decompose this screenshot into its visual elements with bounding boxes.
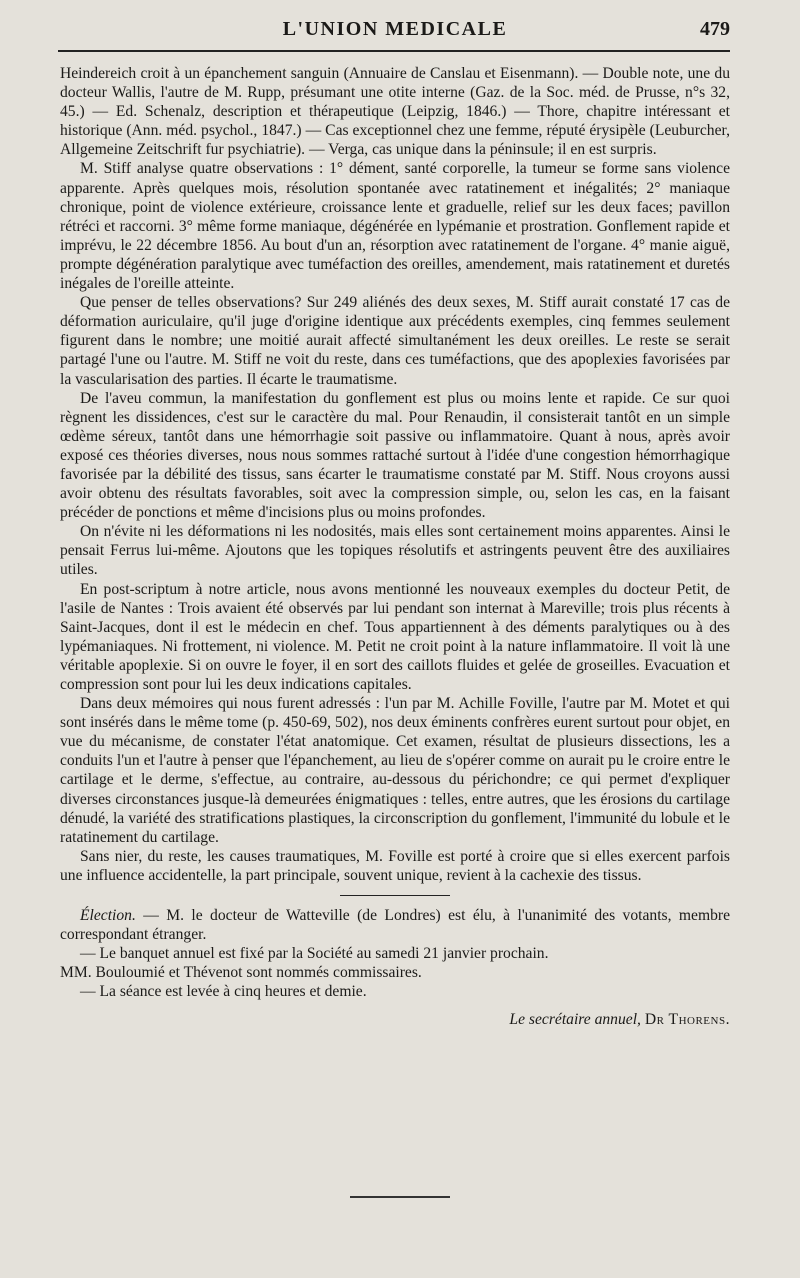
- paragraph-7: Dans deux mémoires qui nous furent adressés : l'un par M. Achille Foville, l'autre par M. Motet et qui sont insérés dans le même tome (p. 450-69, 502), nos deux éminents confrères eurent surtout pour objet, en vue du mécanisme, de constater l'état anatomique. Cet examen, résultat de plusieurs dissections, les a conduits l'un et l'autre à penser que l'épanchement, au lieu de s'opérer comme on aurait pu le croire entre le cartilage et le derme, s'effectue, au contraire, au-dessous du périchondre; ce qui permet d'expliquer diverses circonstances jusque-là demeurées énigmatiques : telles, entre autres, que les érosions du cartilage dénudé, la variété des stratifications plastiques, la circonscription du gonflement, l'immunité du lobule et le ratatinement du cartilage.: [60, 695, 730, 846]
- paragraph-8: Sans nier, du reste, les causes traumatiques, M. Foville est porté à croire que si elles exercent parfois une influence accidentelle, la part principale, souvent unique, revient à la cachexie des tissus.: [60, 847, 730, 884]
- header-rule: [58, 50, 730, 52]
- signature: [60, 1010, 730, 1029]
- election-announcement: [60, 906, 730, 944]
- section-separator: [340, 895, 450, 896]
- closing-announcement: — La séance est levée à cinq heures et demie.: [80, 983, 367, 1001]
- banquet-announcement: — Le banquet annuel est fixé par la Société au samedi 21 janvier prochain.: [80, 945, 549, 963]
- paragraph-1: Heindereich croit à un épanchement sanguin (Annuaire de Canslau et Eisenmann). — Double note, une du docteur Wallis, l'autre de M. Rupp, présumant une otite interne (Gaz. de la Soc. méd. de Prusse, n°s 32, 45.) — Ed. Schenalz, description et thérapeutique (Leipzig, 1846.) — Thore, chapitre intéressant et historique (Ann. méd. psychol., 1847.) — Cas exceptionnel chez une femme, réputé érysipèle (Leuburcher, Allgemeine Zeitschrift fur psychiatrie). — Verga, cas unique dans la péninsule; il en est surpris.: [60, 65, 730, 159]
- paragraph-3: Que penser de telles observations? Sur 249 aliénés des deux sexes, M. Stiff aurait constaté 17 cas de déformation auriculaire, qu'il juge d'origine identique aux précédents exemples, cinq femmes seulement figurent dans le nombre; une moitié aurait affecté simultanément les deux oreilles. Le reste se serait partagé l'une ou l'autre. M. Stiff ne voit du reste, dans ces tuméfactions, que des apoplexies favorisées par la vascularisation des parties. Il écarte le traumatisme.: [60, 294, 730, 388]
- paragraph-4: De l'aveu commun, la manifestation du gonflement est plus ou moins lente et rapide. Ce sur quoi règnent les dissidences, c'est sur le caractère du mal. Pour Renaudin, il consisterait tantôt en un simple œdème séreux, tantôt dans une hémorrhagie soit passive ou inflammatoire. Quant à nous, après avoir exposé ces théories diverses, nous nous sommes rattaché surtout à l'idée d'une congestion hémorrhagique favorisée par la débilité des tissus, sans écarter le traumatisme constaté par M. Stiff. Nous croyons aussi avoir obtenu des résultats favorables, soit avec la compression simple, ou, selon les cas, en la faisant précéder de ponctions et même d'incisions plus ou moins profondes.: [60, 389, 730, 522]
- election-text: — M. le docteur de Watteville (de Londres) est élu, à l'unanimité des votants, membre correspondant étranger.: [60, 907, 730, 944]
- election-lead: Élection.: [80, 907, 136, 925]
- paragraph-6: En post-scriptum à notre article, nous avons mentionné les nouveaux exemples du docteur Petit, de l'asile de Nantes : Trois avaient été observés par lui pendant son internat à Mareville; trois plus récents à Saint-Jacques, dont il est le médecin en chef. Tous appartiennent à des déments paralytiques ou à des lypémaniaques. Ni frottement, ni violence. M. Petit ne croit point à la nature inflammatoire. Il voit là une véritable apoplexie. Si on ouvre le foyer, il en sort des caillots fluides et gelée de groseilles. Evacuation et compression sont pour lui les deux indications capitales.: [60, 580, 730, 693]
- announcements: [60, 906, 730, 1001]
- commissaires-announcement: MM. Bouloumié et Thévenot sont nommés commissaires.: [60, 964, 422, 982]
- paragraph-2: M. Stiff analyse quatre observations : 1° dément, santé corporelle, la tumeur se forme sans violence apparente. Après quelques mois, résolution spontanée avec ratatinement et inégalités; 2° maniaque chronique, point de violence extérieure, croissance lente et graduelle, relief sur les deux faces; pavillon rétréci et raccorni. 3° même forme maniaque, dégénérée en lypémanie et prostration. Gonflement rapide et imprévu, le 22 décembre 1856. Au bout d'un an, résorption avec ratatinement de l'organe. 4° manie aiguë, prompte dégénération paralytique avec tuméfaction des oreilles, amendement, mais ratatinement et duretés inégales de l'oreille atteinte.: [60, 160, 730, 293]
- article-body: [60, 64, 730, 1029]
- page-number: 479: [700, 18, 730, 40]
- signature-role: Le secrétaire annuel,: [509, 1010, 641, 1028]
- bottom-rule: [350, 1196, 450, 1198]
- signature-name: Dr Thorens.: [644, 1010, 730, 1028]
- paragraph-5: On n'évite ni les déformations ni les nodosités, mais elles sont certainement moins apparentes. Ainsi le pensait Ferrus lui-même. Ajoutons que les topiques résolutifs et astringents peuvent être des auxiliaires utiles.: [60, 523, 730, 579]
- page-header: [60, 16, 730, 46]
- running-title: L'UNION MEDICALE: [282, 18, 508, 40]
